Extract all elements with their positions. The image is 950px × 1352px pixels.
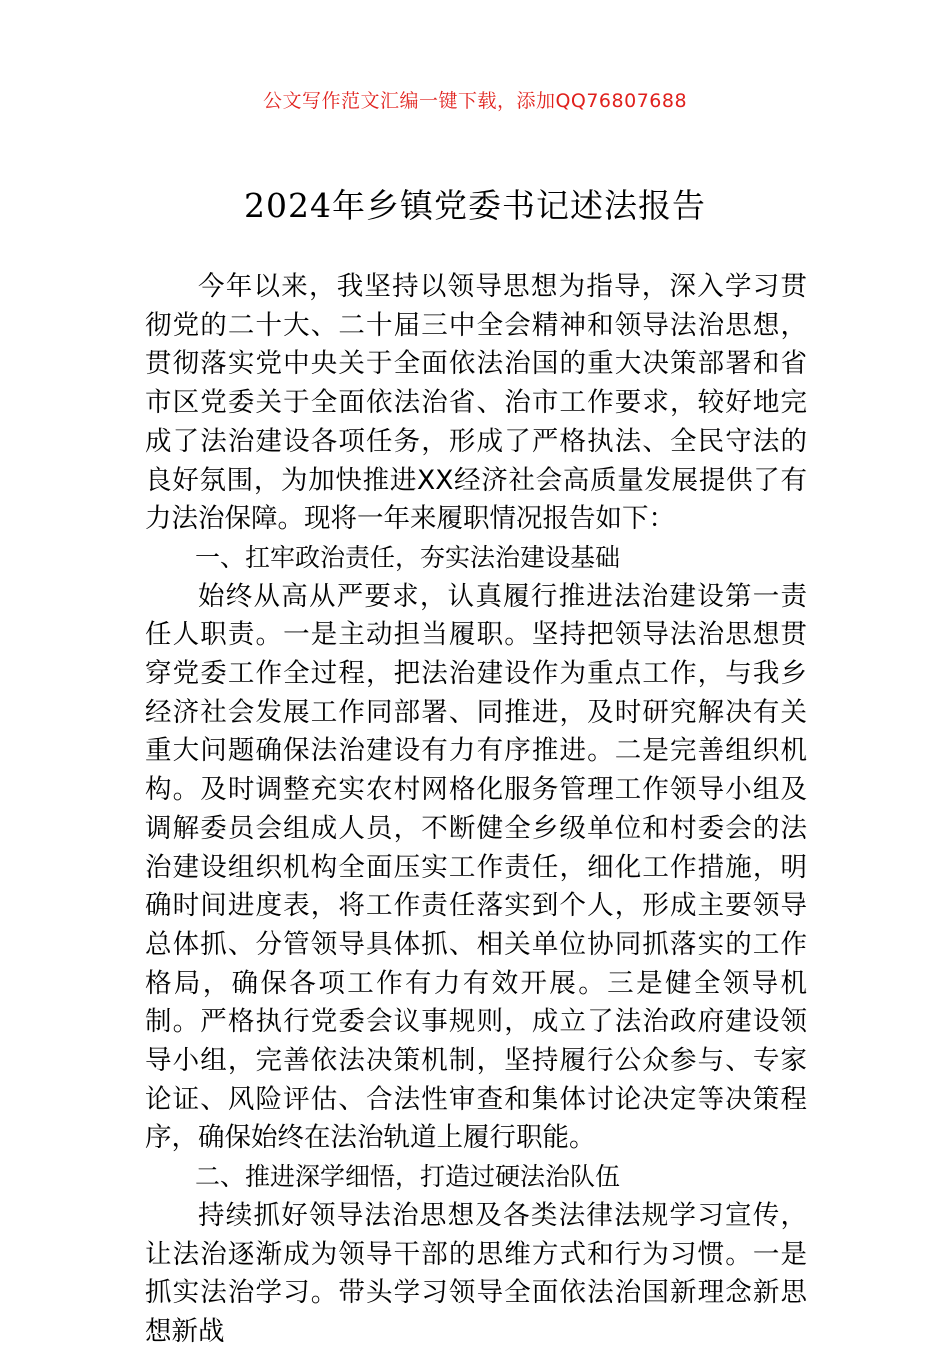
download-promo-note: 公文写作范文汇编一键下载，添加QQ76807688 — [262, 90, 688, 112]
paragraph-intro: 今年以来，我坚持以领导思想为指导，深入学习贯彻党的二十大、二十届三中全会精神和领导法治思想，贯彻落实党中央关于全面依法治国的重大决策部署和省市区党委关于全面依法治省、治市工作要求，较好地完成了法治建设各项任务，形成了严格执法、全民守法的良好氛围，为加快推进XX经济社会高质量发展提供了有力法治保障。现将一年来履职情况报告如下： — [145, 271, 807, 535]
document-title: 2024年乡镇党委书记述法报告 — [244, 186, 706, 225]
section-heading-1: 一、扛牢政治责任，夯实法治建设基础 — [195, 542, 621, 572]
paragraph-section-1: 始终从高从严要求，认真履行推进法治建设第一责任人职责。一是主动担当履职。坚持把领导法治思想贯穿党委工作全过程，把法治建设作为重点工作，与我乡经济社会发展工作同部署、同推进，及时研究解决有关重大问题确保法治建设有力有序推进。二是完善组织机构。及时调整充实农村网格化服务管理工作领导小组及调解委员会组成人员，不断健全乡级单位和村委会的法治建设组织机构全面压实工作责任，细化工作措施，明确时间进度表，将工作责任落实到个人，形成主要领导总体抓、分管领导具体抓、相关单位协同抓落实的工作格局，确保各项工作有力有效开展。三是健全领导机制。严格执行党委会议事规则，成立了法治政府建设领导小组，完善依法决策机制，坚持履行公众参与、专家论证、风险评估、合法性审查和集体讨论决定等决策程序，确保始终在法治轨道上履行职能。 — [145, 580, 807, 1154]
section-heading-2: 二、推进深学细悟，打造过硬法治队伍 — [195, 1162, 621, 1192]
document-body — [145, 268, 807, 1352]
paragraph-section-2: 持续抓好领导法治思想及各类法律法规学习宣传，让法治逐渐成为领导干部的思维方式和行为习惯。一是抓实法治学习。带头学习领导全面依法治国新理念新思想新战 — [145, 1199, 807, 1347]
